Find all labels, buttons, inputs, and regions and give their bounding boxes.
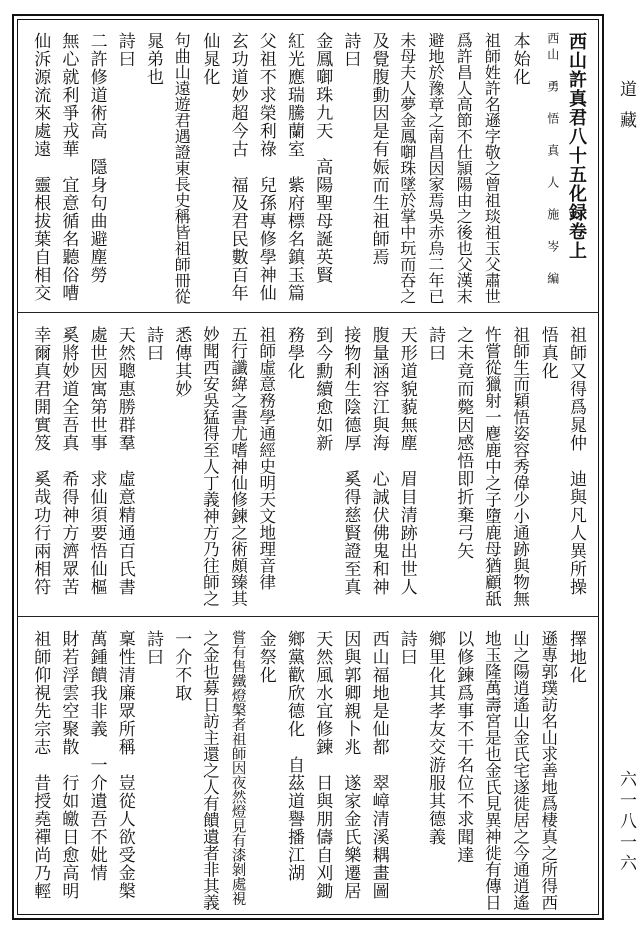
text-column: 天然聰惠勝群羣 虛意精通百氏書 (114, 326, 135, 596)
text-column: 玄功道妙超今古 福及君民數百年 (227, 32, 248, 302)
text-column: 接物利生陰德厚 奚得慈賢證至真 (340, 326, 361, 596)
text-column: 祖師仰視先宗志 昔授堯禪尚乃輕 (30, 630, 51, 900)
text-column: 鄉黨歡欣德化 自茲道譽播江湖 (283, 630, 304, 882)
text-column: 仙泝源流來處遠 靈根拔葉自相交 (30, 32, 51, 302)
text-column: 之未竟而斃因感悟即折棄弓矢 (453, 326, 474, 560)
text-column: 本始化 (509, 32, 530, 86)
text-block-2 (0, 318, 640, 610)
text-column: 腹量涵容江與海 心誠伏佛鬼和神 (368, 326, 389, 596)
text-column: 五行讖緯之書尤嗜神仙修鍊之術頗臻其 (228, 326, 248, 607)
text-column: 句曲山遠遊君遇證東長史稱皆祖師冊從 (172, 32, 192, 304)
text-column: 擇地化 (565, 630, 586, 684)
text-column: 詩曰 (424, 326, 445, 362)
text-column: 金鳳啣珠九天 高陽聖母誕英賢 (312, 32, 333, 284)
text-column: 詩曰 (142, 630, 163, 666)
section-divider-2 (17, 616, 599, 617)
text-column: 爲許昌人高節不仕頴陽由之後也父漢末 (454, 32, 474, 304)
text-column: 詩曰 (142, 326, 163, 362)
text-column: 以修鍊爲事不干名位不求聞達 (453, 630, 474, 864)
text-column: 晁弟也 (142, 32, 163, 86)
text-column: 山之陽逍遙山金氏宅遂徙居之今通逍遙 (510, 630, 530, 911)
text-column: 幸爾真君開實笈 奚哉功行兩相符 (30, 326, 51, 596)
text-column: 之金也募日訪主還之人有饋遺者非其義 (200, 630, 220, 911)
text-column: 西山福地是仙都 翠嶂清溪耦畫圖 (368, 630, 389, 900)
text-block-3 (0, 622, 640, 912)
text-column: 遜專郭璞訪名山求善地爲棲真之所得西 (538, 630, 558, 911)
text-column: 處世因寓第世事 求仙須要悟仙樞 (86, 326, 107, 596)
text-column: 到今勳續愈如新 (312, 326, 333, 452)
text-column: 因與郭卿親卜兆 遂家金氏樂遷居 (340, 630, 361, 900)
text-column: 祖師生而穎悟姿容秀偉少小通跡與物無 (510, 326, 530, 607)
text-column: 紅光應瑞騰蘭室 紫府標名鎮玉篇 (283, 32, 304, 302)
text-column: 鄉里化其孝友交游服其德義 (424, 630, 445, 846)
text-column: 詩曰 (396, 630, 417, 666)
text-column: 天形道貌藐無塵 眉目清跡出世人 (396, 326, 417, 596)
text-column: 忤嘗從獵射一麀鹿中之子墮鹿母猶顧舐 (482, 326, 502, 607)
text-column: 詩曰 (340, 32, 361, 68)
text-column: 嘗有售鐵燈槃者祖師因夜然燈見有漆剝處視 (229, 630, 246, 906)
text-column: 西山許真君八十五化録卷上 (565, 32, 587, 260)
text-column: 未母夫人夢金鳳啣珠墜於掌中玩而吞之 (397, 32, 417, 304)
text-column: 詩曰 (114, 32, 135, 68)
text-column: 奚將妙道全吾真 希得神方濟眾苦 (58, 326, 79, 596)
text-column: 祖師虛意務學通經史明天文地理音律 (256, 326, 276, 590)
text-column: 無心就利爭戎華 宜意循名聽俗嘈 (58, 32, 79, 302)
text-column: 稟性清廉眾所稱 豈從人欲受金槃 (114, 630, 135, 900)
text-column: 祖師又得爲晁仲 迪與凡人異所操 (565, 326, 586, 596)
text-column: 一介不取 (171, 630, 192, 702)
text-column: 及覺腹動因是有娠而生祖師焉 (368, 32, 389, 266)
text-column: 萬鍾饋我非義 一介遺吾不妣情 (86, 630, 107, 882)
page-number: 六一八一六 (616, 770, 636, 875)
text-block-1 (0, 24, 640, 308)
text-column: 財若浮雲空聚散 行如皦日愈高明 (58, 630, 79, 900)
text-column: 避地於豫章之南昌因家焉吳赤烏二年已 (425, 32, 445, 304)
text-column: 金祭化 (255, 630, 276, 684)
text-column: 妙聞西安吳猛得至人丁義神方乃往師之 (200, 326, 220, 607)
text-column: 務學化 (283, 326, 304, 380)
text-column: 父祖不求榮利祿 兒孫專修學神仙 (255, 32, 276, 302)
text-column: 西山 勇 悟 真 人 施 岑 編 (545, 32, 560, 288)
text-column: 悟真化 (537, 326, 558, 380)
text-column: 地玉隆萬壽宮是也金氏見異神徙有傳日 (482, 630, 502, 911)
text-column: 二許修道術高 隱身句曲避塵勞 (86, 32, 107, 284)
margin-label: 道藏 (616, 80, 636, 142)
text-column: 天然風水宜修鍊 日與朋儔自刈鋤 (312, 630, 333, 900)
section-divider-1 (17, 312, 599, 313)
text-column: 祖師姓許名遜字敬之曾祖琰祖玉父肅世 (482, 32, 502, 304)
text-column: 悉傳其妙 (171, 326, 192, 398)
text-column: 仙晁化 (199, 32, 220, 86)
